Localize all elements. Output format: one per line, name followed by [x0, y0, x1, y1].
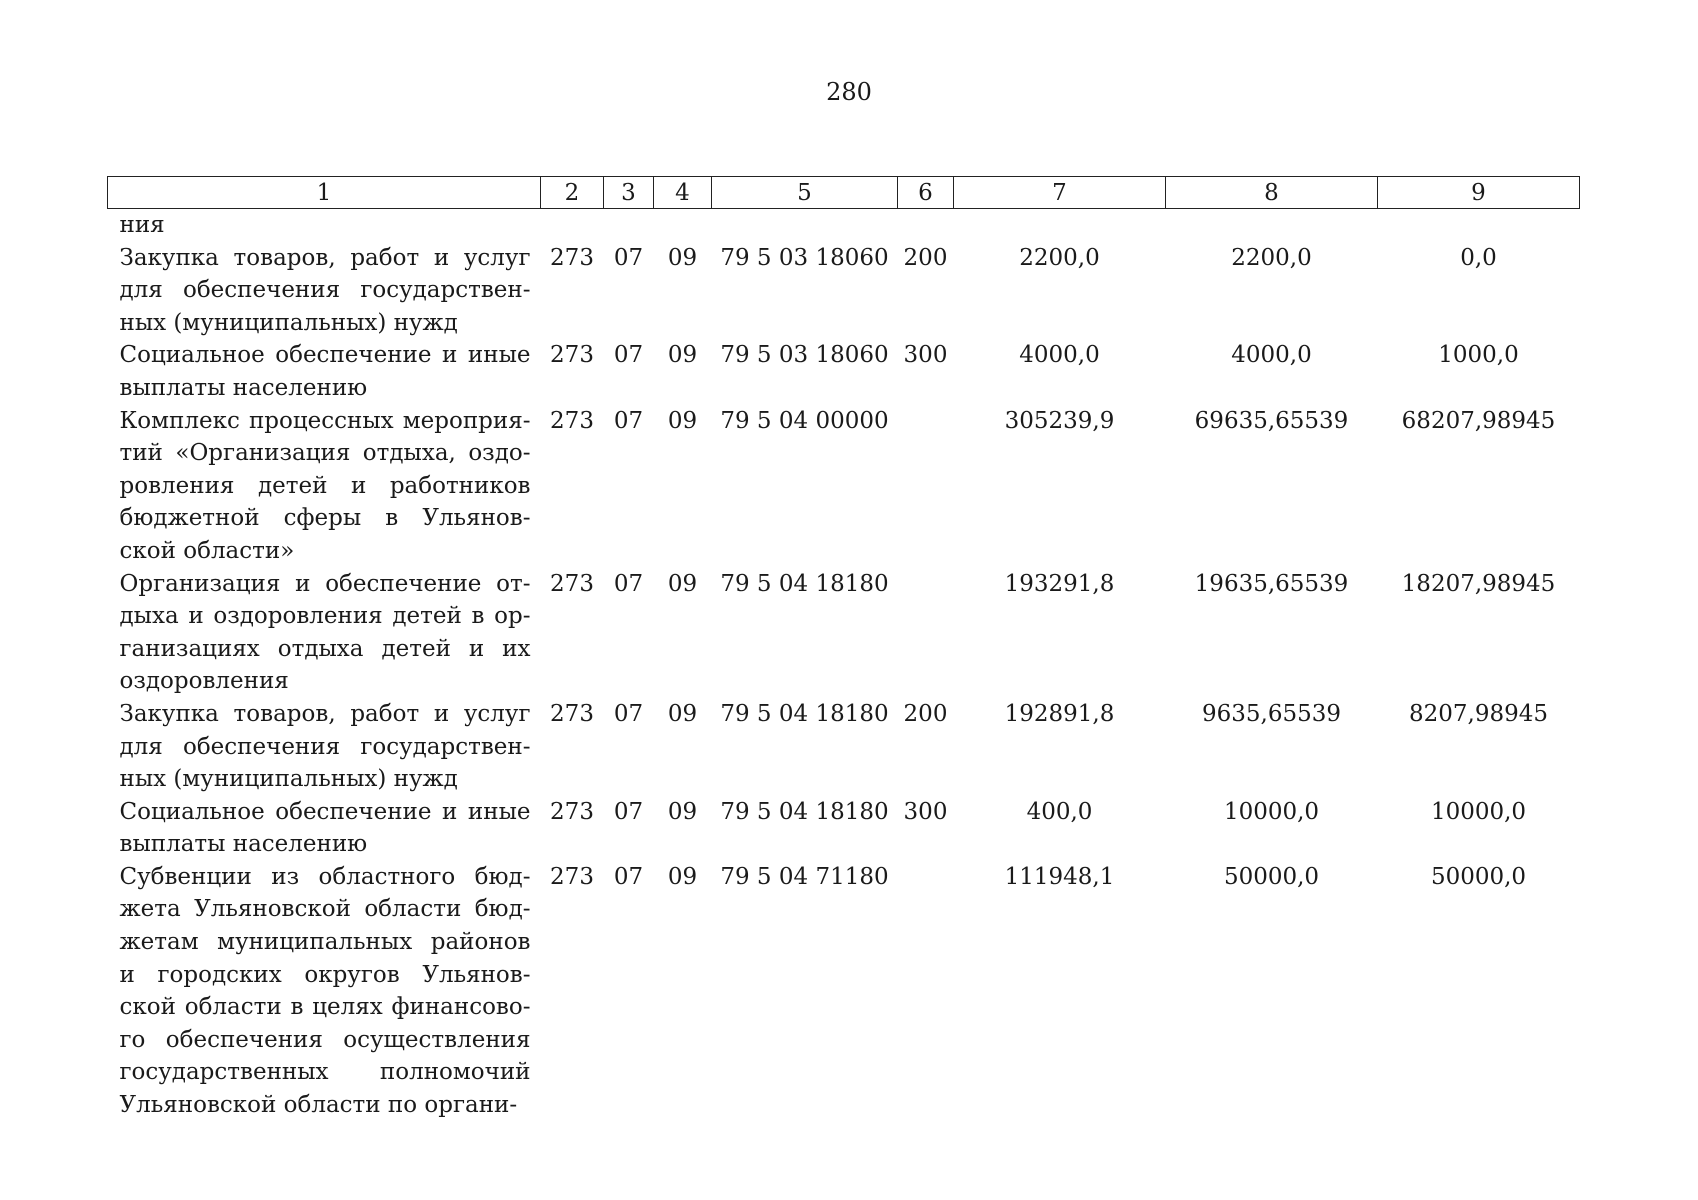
description-line: Субвенции из областного бюд-: [119, 863, 531, 890]
description-line: и городских округов Ульянов-: [119, 961, 531, 988]
cell-subsection: 09: [667, 570, 698, 597]
description-line: го обеспечения осуществления: [119, 1026, 531, 1053]
cell-expense-type: 200: [903, 244, 948, 271]
cell-section: 07: [613, 407, 644, 434]
cell-amount-col7: 305239,9: [1004, 407, 1115, 434]
cell-amount-col9: 68207,98945: [1401, 407, 1556, 434]
cell-subsection: 09: [667, 863, 698, 890]
table-row: [108, 242, 1580, 340]
header-col-2: 2: [541, 177, 604, 209]
description-line: ганизациях отдыха детей и их: [119, 635, 531, 662]
cell-amount-col9: 10000,0: [1430, 798, 1527, 825]
cell-target-article: 79 5 04 18180: [720, 570, 889, 597]
table-row: [108, 209, 1580, 242]
description-line: Организация и обеспечение от-: [119, 570, 531, 597]
cell-amount-col8: 10000,0: [1223, 798, 1320, 825]
description-line: бюджетной сферы в Ульянов-: [119, 505, 531, 532]
table-row: [108, 698, 1580, 796]
cell-expense-type: 300: [903, 342, 948, 369]
description-line: выплаты населению: [119, 374, 368, 401]
cell-subsection: 09: [667, 798, 698, 825]
cell-amount-col7: 192891,8: [1004, 700, 1115, 727]
header-col-8: 8: [1166, 177, 1378, 209]
cell-admin-code: 273: [550, 244, 594, 271]
description-line: государственных полномочий: [119, 1059, 531, 1086]
cell-amount-col7: [954, 209, 1166, 242]
table-row: [108, 405, 1580, 568]
header-col-9: 9: [1378, 177, 1580, 209]
cell-target-article: 79 5 03 18060: [720, 342, 889, 369]
table-row: [108, 796, 1580, 861]
cell-amount-col8: 50000,0: [1223, 863, 1320, 890]
cell-admin-code: 273: [550, 700, 594, 727]
cell-description: [108, 568, 541, 698]
cell-target-article: 79 5 04 18180: [720, 798, 889, 825]
cell-section: 07: [613, 863, 644, 890]
cell-expense-type: [898, 209, 954, 242]
table-header-row: [108, 177, 1580, 209]
description-line: ных (муниципальных) нужд: [119, 309, 458, 336]
cell-admin-code: 273: [550, 798, 594, 825]
description-line: Закупка товаров, работ и услуг: [119, 244, 531, 271]
cell-section: 07: [613, 798, 644, 825]
description-line: для обеспечения государствен-: [119, 733, 531, 760]
cell-admin-code: 273: [550, 863, 594, 890]
description-line: Ульяновской области по органи-: [119, 1092, 518, 1119]
cell-section: 07: [613, 342, 644, 369]
cell-subsection: 09: [667, 342, 698, 369]
description-line: тий «Организация отдыха, оздо-: [119, 440, 531, 467]
description-line: ния: [119, 212, 165, 238]
cell-subsection: 09: [667, 407, 698, 434]
cell-amount-col8: 19635,65539: [1194, 570, 1349, 597]
description-line: Социальное обеспечение и иные: [119, 342, 531, 369]
cell-amount-col9: 18207,98945: [1401, 570, 1556, 597]
description-line: жета Ульяновской области бюд-: [119, 896, 531, 923]
header-col-5: 5: [712, 177, 898, 209]
cell-amount-col9: 0,0: [1460, 244, 1497, 271]
header-col-3: 3: [604, 177, 654, 209]
cell-target-article: 79 5 04 00000: [720, 407, 889, 434]
cell-description: [108, 796, 541, 861]
description-line: ской области в целях финансово-: [119, 994, 531, 1021]
description-line: выплаты населению: [119, 831, 368, 858]
cell-admin-code: 273: [550, 342, 594, 369]
cell-section: 07: [613, 570, 644, 597]
cell-target-article: 79 5 04 71180: [720, 863, 889, 890]
cell-description: [108, 339, 541, 404]
cell-subsection: 09: [667, 244, 698, 271]
description-line: ных (муниципальных) нужд: [119, 766, 458, 793]
cell-section: [604, 209, 654, 242]
cell-admin-code: [541, 209, 604, 242]
header-col-1: 1: [108, 177, 541, 209]
description-line: Закупка товаров, работ и услуг: [119, 700, 531, 727]
cell-amount-col7: 400,0: [1026, 798, 1093, 825]
description-line: жетам муниципальных районов: [119, 929, 531, 956]
cell-amount-col7: 2200,0: [1019, 244, 1100, 271]
description-line: ской области»: [119, 537, 295, 564]
cell-expense-type: 300: [903, 798, 948, 825]
cell-amount-col9: 8207,98945: [1408, 700, 1548, 727]
cell-description: [108, 861, 541, 1122]
table-row: [108, 861, 1580, 1122]
cell-target-article: 79 5 04 18180: [720, 700, 889, 727]
cell-admin-code: 273: [550, 407, 594, 434]
description-line: оздоровления: [119, 668, 289, 695]
header-col-4: 4: [654, 177, 712, 209]
table-row: [108, 339, 1580, 404]
description-line: для обеспечения государствен-: [119, 277, 531, 304]
cell-subsection: [654, 209, 712, 242]
cell-expense-type: [898, 568, 954, 698]
cell-target-article: [712, 209, 898, 242]
header-col-7: 7: [954, 177, 1166, 209]
cell-amount-col7: 4000,0: [1019, 342, 1100, 369]
description-line: Социальное обеспечение и иные: [119, 798, 531, 825]
cell-subsection: 09: [667, 700, 698, 727]
cell-description: [108, 405, 541, 568]
cell-expense-type: [898, 405, 954, 568]
cell-expense-type: [898, 861, 954, 1122]
table-row: [108, 568, 1580, 698]
cell-amount-col8: 2200,0: [1231, 244, 1312, 271]
table-body: [108, 209, 1580, 1122]
cell-amount-col8: 9635,65539: [1201, 700, 1341, 727]
cell-amount-col8: [1166, 209, 1378, 242]
description-line: ровления детей и работников: [119, 472, 531, 499]
cell-target-article: 79 5 03 18060: [720, 244, 889, 271]
cell-section: 07: [613, 244, 644, 271]
cell-admin-code: 273: [550, 570, 594, 597]
header-col-6: 6: [898, 177, 954, 209]
cell-amount-col9: [1378, 209, 1580, 242]
cell-amount-col7: 111948,1: [1004, 863, 1115, 890]
cell-amount-col7: 193291,8: [1004, 570, 1115, 597]
page-number: 280: [826, 78, 872, 106]
cell-amount-col8: 4000,0: [1231, 342, 1312, 369]
cell-description: [108, 698, 541, 796]
cell-description: [108, 209, 541, 242]
cell-section: 07: [613, 700, 644, 727]
cell-description: [108, 242, 541, 340]
description-line: Комплекс процессных мероприя-: [119, 407, 531, 434]
description-line: дыха и оздоровления детей в ор-: [119, 603, 531, 630]
cell-amount-col8: 69635,65539: [1194, 407, 1349, 434]
budget-table: [107, 176, 1580, 1122]
cell-amount-col9: 1000,0: [1438, 342, 1519, 369]
cell-amount-col9: 50000,0: [1430, 863, 1527, 890]
cell-expense-type: 200: [903, 700, 948, 727]
